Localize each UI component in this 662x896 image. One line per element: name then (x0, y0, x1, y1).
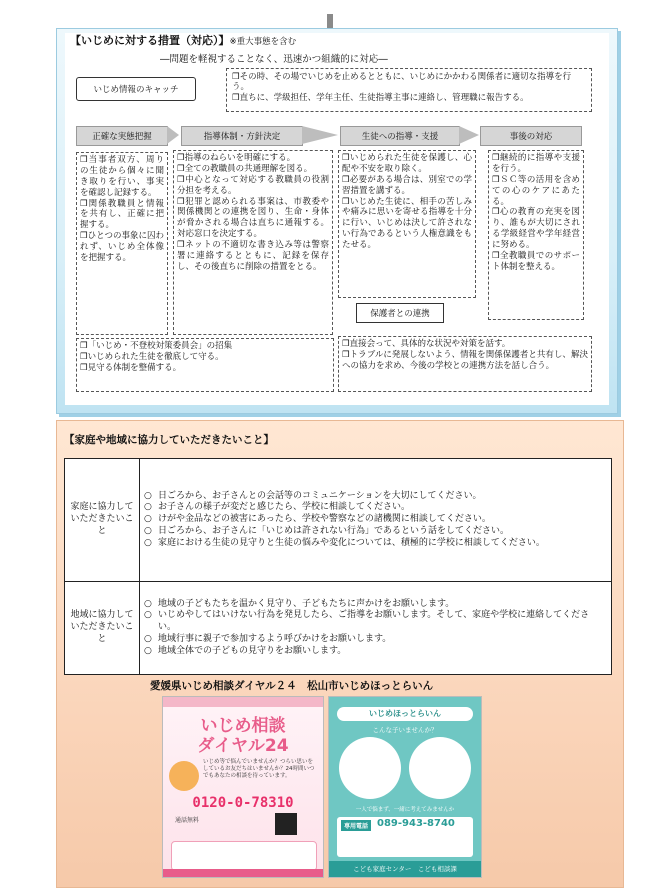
step-arrow (167, 126, 179, 144)
friend-illustration-icon (409, 737, 471, 799)
guardian-details: ❒直接会って、具体的な状況や対策を話す。 ❒トラブルに発展しないよう、情報を関係保護者と共有し、解決への協力を求め、今後の学校との連携方法を話し合う。 (338, 336, 592, 392)
hotline-heading: 愛媛県いじめ相談ダイヤル２４ 松山市いじめほっとらいん (150, 680, 434, 692)
bullet: ○ (144, 537, 152, 548)
dial24-lead: いじめ等で悩んでいませんか？つらい思いをしているお友だちはいませんか？24時間いつでもあなたの相談を待っています。 (203, 759, 315, 780)
item-text: 日ごろから、お子さんとの会話等のコミュニケーションを大切にしてください。 (158, 490, 482, 501)
hotline-question: こんな子いませんか？ (372, 726, 438, 734)
hotline-info-box (337, 817, 473, 857)
list-item (144, 610, 607, 633)
step-policy: 指導体制・方針決定 (181, 126, 303, 146)
list-item (144, 491, 607, 503)
measures-title-text: 【いじめに対する措置（対応）】 (70, 34, 230, 47)
measures-title-note: ※重大事態を含む (229, 37, 297, 47)
list-item (144, 526, 607, 538)
hotline-phone: 089-943-8740 (377, 818, 455, 829)
committee-box: ❒「いじめ・不登校対策委員会」の招集 ❒いじめられた生徒を徹底して守る。 ❒見守る体制を整備する。 (76, 338, 334, 392)
support-details: ❒いじめられた生徒を保護し、心配や不安を取り除く。 ❒必要がある場合は、別室での学習措置を講ずる。 ❒いじめた生徒に、相手の苦しみや痛みに思いを寄せる指導を十分に行い、いじめは決して許されない行為であるという人権意識をもたせる。 (338, 150, 476, 298)
table-row (65, 582, 612, 675)
item-text: けがや金品などの被害にあったら、学校や警察などの諸機関に相談してください。 (158, 514, 491, 525)
catch-item: ❒直ちに、学級担任、学年主任、生徒指導主事に連絡し、管理職に報告する。 (232, 92, 529, 103)
item-text: 地域の子どもたちを温かく見守り、子どもたちに声かけをお願いします。 (158, 598, 455, 609)
bullet: ○ (144, 514, 152, 525)
child-illustration-icon (339, 737, 401, 799)
measures-subtitle: ―問題を軽視することなく、迅速かつ組織的に対応― (160, 54, 388, 65)
list-item (144, 599, 607, 611)
dial24-poster (162, 696, 324, 878)
mascot-icon (169, 761, 199, 791)
list-item (144, 538, 607, 550)
hotline-poster (328, 696, 482, 878)
top-divider-mark (327, 14, 333, 28)
dial24-number: 0120-0-78310 (192, 795, 294, 811)
list-item (144, 514, 607, 526)
dial24-info-box (171, 841, 317, 871)
item-text: 地域行事に親子で参加するよう呼びかけをお願いします。 (158, 633, 392, 644)
policy-details: ❒指導のねらいを明確にする。 ❒全ての教職員の共通理解を図る。 ❒中心となって対応する教職員の役割分担を考える。 ❒犯罪と認められる事案は、市教委や関係機関との連携を図り、生命・身体が脅かされる場合は直ちに通報する。対応窓口を決定する。 ❒ネットの不適切な書き込み等は警察署に連絡するとともに、記録を保存し、その後直ちに削除の措置をとる。 (173, 150, 333, 335)
hotline-footer-line: 一人で悩まず、一緒に考えてみませんか (355, 807, 455, 813)
hotline-title: いじめほっとらいん (337, 707, 473, 721)
table-row (65, 459, 612, 582)
fact-finding-details: ❒当事者双方、周りの生徒から個々に聞き取りを行い、事実を確認し記録する。 ❒関係教職員と情報を共有し、正確に把握する。 ❒ひとつの事象に囚われず、いじめ全体像を把握する。 (76, 152, 168, 335)
poster-top-band (163, 697, 323, 707)
item-text: お子さんの様子が変だと感じたら、学校に相談してください。 (158, 502, 411, 513)
bullet: ○ (144, 610, 152, 621)
step-arrow (302, 126, 338, 144)
hotline-org: こども家庭センター こども相談課 (329, 861, 481, 877)
list-item (144, 646, 607, 658)
item-text: 日ごろから、お子さんに「いじめは許されない行為」であるという話をしてください。 (158, 525, 510, 536)
dial24-title-1: いじめ相談 (200, 716, 286, 736)
bullet: ○ (144, 633, 152, 644)
family-items (140, 459, 612, 582)
list-item (144, 634, 607, 646)
cooperation-table (64, 458, 612, 675)
step-follow-up: 事後の対応 (480, 126, 582, 146)
family-head: 家庭に協力していただきたいこと (65, 459, 140, 582)
community-head: 地域に協力していただきたいこと (65, 582, 140, 675)
item-text: 地域全体での子どもの見守りをお願いします。 (158, 645, 347, 656)
bullet: ○ (144, 525, 152, 536)
catch-box (226, 68, 592, 112)
bullet: ○ (144, 502, 152, 513)
follow-up-details: ❒継続的に指導や支援を行う。 ❒ＳＣ等の活用を含めての心のケアにあたる。 ❒心の教育の充実を図り、誰もが大切にされる学級経営や学年経営に努める。 ❒全教職員でのサポート体制を整える。 (488, 150, 584, 320)
step-support: 生徒への指導・支援 (340, 126, 460, 146)
poster-bottom-band (163, 869, 323, 877)
item-text: いじめやしてはいけない行為を発見したら、ご指導をお願いします。そして、家庭や学校に連絡してください。 (158, 610, 590, 633)
step-fact-finding: 正確な実態把握 (76, 126, 168, 146)
bullet: ○ (144, 598, 152, 609)
dial24-title-2: ダイヤル24 (197, 736, 289, 756)
hotline-phone-label: 専用電話 (341, 820, 371, 831)
list-item (144, 502, 607, 514)
bullet: ○ (144, 490, 152, 501)
bullet: ○ (144, 645, 152, 656)
community-items (140, 582, 612, 675)
qr-code-icon (275, 813, 297, 835)
cooperation-title: 【家庭や地域に協力していただきたいこと】 (64, 434, 274, 446)
catch-label: いじめ情報のキャッチ (76, 77, 196, 101)
dial24-note: 通話無料 (175, 817, 200, 824)
item-text: 家庭における生徒の見守りと生徒の悩みや変化については、積極的に学校に相談してください。 (158, 537, 545, 548)
measures-title (70, 32, 296, 48)
catch-item: ❒その時、その場でいじめを止めるとともに、いじめにかかわる関係者に適切な指導を行う。 (232, 72, 572, 93)
step-arrow (459, 126, 479, 144)
guardian-label: 保護者との連携 (356, 303, 444, 323)
